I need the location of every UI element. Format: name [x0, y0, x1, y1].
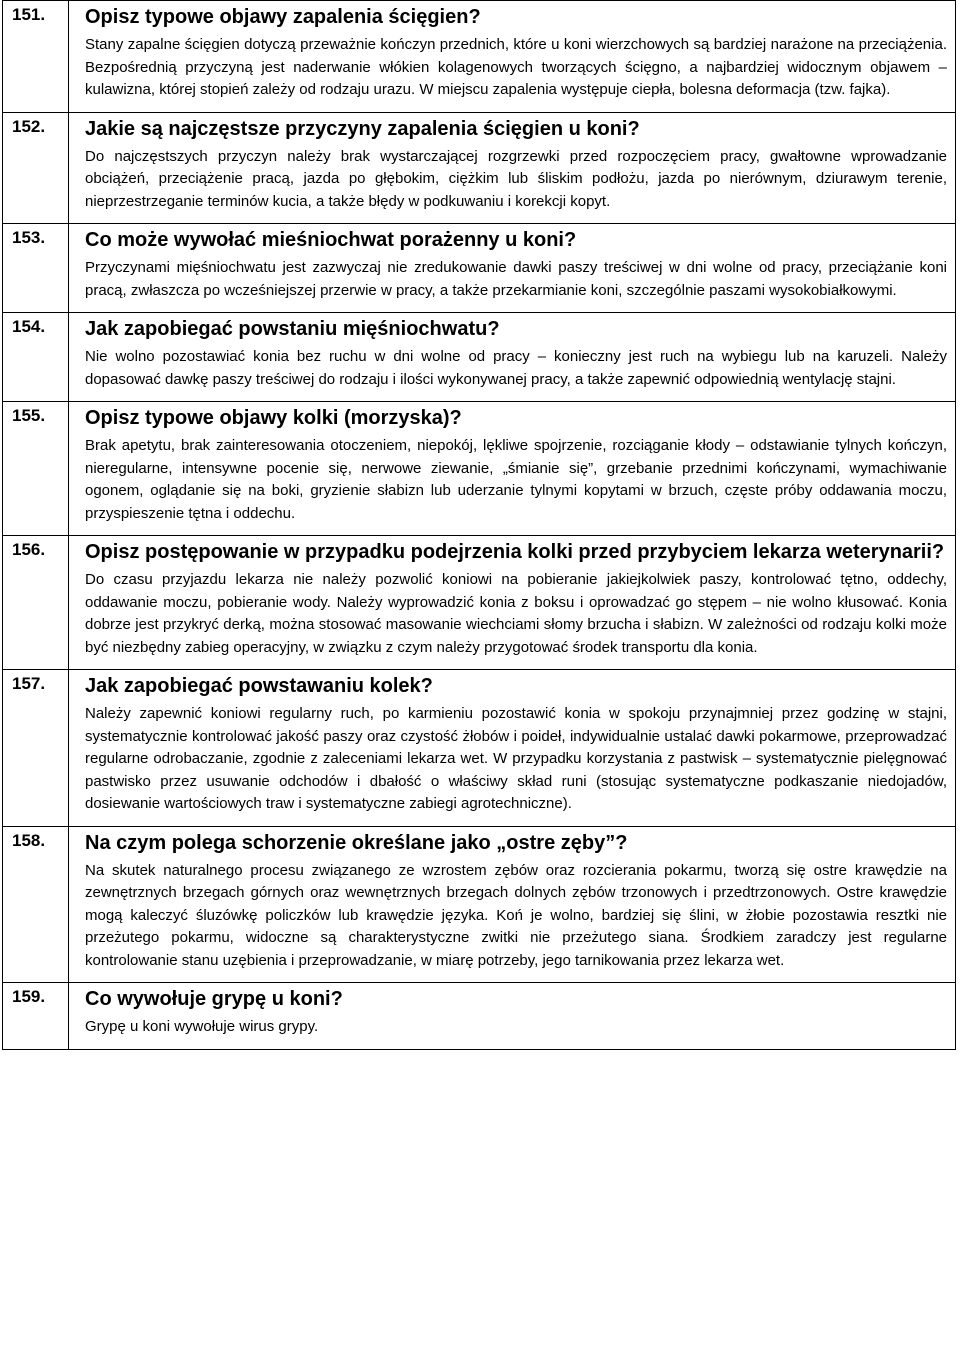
question-row-156 [3, 536, 956, 670]
question-title: Opisz typowe objawy zapalenia ścięgien? [85, 6, 481, 28]
answer-text: Brak apetytu, brak zainteresowania otoczeniem, niepokój, lękliwe spojrzenie, rozciąganie kłody – odstawianie tylnych kończyn, nieregularne, intensywne pocenie się, nerwowe ziewanie, „śmianie się”, grzebanie przednimi kończynami, wymachiwanie ogonem, oglądanie się na boki, gryzienie słabizn lub uderzanie tylnymi kopytami w brzuch, częste próby oddawania moczu, przyspieszenie tętna i oddechu. [85, 437, 947, 522]
question-title: Opisz typowe objawy kolki (morzyska)? [85, 407, 462, 429]
question-number: 154. [3, 313, 69, 402]
question-row-159 [3, 983, 956, 1050]
question-row-155 [3, 402, 956, 536]
answer-text: Grypę u koni wywołuje wirus grypy. [85, 1018, 319, 1035]
question-title: Na czym polega schorzenie określane jako „ostre zęby”? [85, 831, 628, 854]
question-title: Jak zapobiegać powstawaniu kolek? [85, 675, 433, 697]
question-row-152 [3, 112, 956, 224]
answer-text: Na skutek naturalnego procesu związanego ze wzrostem zębów oraz rozcierania pokarmu, tworzą się ostre krawędzie na zewnętrznych brzegach górnych oraz wewnętrznych brzegach dolnych zębów trzonowych i przedtrzonowych. Ostre krawędzie mogą kaleczyć śluzówkę policzków lub krawędzie języka. Koń je wolno, bardziej się ślini, w żłobie pozostawia resztki nie przeżutego pokarmu, widoczne są charakterystyczne zwitki nie przeżutego siana. Środkiem zaradczy jest regularne kontrolowanie stanu uzębienia i przeprowadzanie, w miarę potrzeby, jego tarnikowania przez lekarza wet. [85, 861, 947, 969]
question-content [69, 112, 956, 224]
question-row-153 [3, 224, 956, 313]
qa-table [2, 0, 956, 1050]
question-content [69, 313, 956, 402]
question-content [69, 402, 956, 536]
answer-text: Przyczynami mięśniochwatu jest zazwyczaj nie zredukowanie dawki paszy treściwej w dni wolne od pracy, przeciążanie koni pracą, zwłaszcza po wcześniejszej przerwie w pracy, a także przekarmianie koni, szczególnie paszami wysokobiałkowymi. [85, 259, 947, 299]
question-content [69, 1, 956, 113]
question-content [69, 983, 956, 1050]
question-title: Jak zapobiegać powstaniu mięśniochwatu? [85, 318, 500, 340]
question-content [69, 224, 956, 313]
answer-text: Nie wolno pozostawiać konia bez ruchu w dni wolne od pracy – konieczny jest ruch na wybiegu lub na karuzeli. Należy dopasować dawkę paszy treściwej do rodzaju i ilości wykonywanej pracy, a także zapewnić odpowiednią wentylację stajni. [85, 348, 947, 388]
answer-text: Do najczęstszych przyczyn należy brak wystarczającej rozgrzewki przed rozpoczęciem pracy, gwałtowne wprowadzanie obciążeń, przeciążenie pracą, jazda po głębokim, ciężkim lub śliskim podłożu, jazda po nierównym, dziurawym terenie, nieprzestrzeganie terminów kucia, a także błędy w podkuwaniu i korekcji kopyt. [85, 147, 947, 210]
question-number: 157. [3, 670, 69, 827]
question-number: 158. [3, 826, 69, 983]
question-content [69, 826, 956, 983]
answer-text: Stany zapalne ścięgien dotyczą przeważnie kończyn przednich, które u koni wierzchowych są bardziej narażone na przeciążenia. Bezpośrednią przyczyną jest naderwanie włókien kolagenowych tworzących ścięgno, a najbardziej widocznym objawem – kulawizna, której stopień zależy od rodzaju urazu. W miejscu zapalenia występuje ciepła, bolesna deformacja (tzw. fajka). [85, 36, 947, 98]
question-number: 159. [3, 983, 69, 1050]
answer-text: Do czasu przyjazdu lekarza nie należy pozwolić koniowi na pobieranie jakiejkolwiek paszy, kontrolować tętno, oddechy, oddawanie moczu, pobieranie wody. Należy wyprowadzić konia z boksu i oprowadzać go stępem – nie wolno kłusować. Konia dobrze jest przykryć derką, można stosować masowanie wiechciami słomy brzucha i słabizn. W zależności od rodzaju kolki może być niezbędny zabieg operacyjny, w związku z czym należy przygotować środek transportu dla konia. [85, 571, 947, 656]
answer-text: Należy zapewnić koniowi regularny ruch, po karmieniu pozostawić konia w spokoju przynajmniej przez godzinę w stajni, systematycznie kontrolować jakość paszy oraz czystość żłobów i poideł, indywidualnie ustalać dawki pokarmowe, przeprowadzać regularne odrobaczanie, zgodnie z zaleceniami lekarza wet. W przypadku korzystania z pastwisk – systematycznie pielęgnować pastwisko przez usuwanie odchodów i dbałość o właściwy skład runi (stosując systematyczne podkaszanie niedojadów, dosiewanie wartościowych traw i systematyczne zabiegi agrotechniczne). [85, 705, 947, 812]
question-title: Co może wywołać mieśniochwat porażenny u koni? [85, 229, 577, 251]
question-row-154 [3, 313, 956, 402]
question-number: 153. [3, 224, 69, 313]
question-number: 155. [3, 402, 69, 536]
question-number: 156. [3, 536, 69, 670]
question-title: Opisz postępowanie w przypadku podejrzenia kolki przed przybyciem lekarza weterynarii? [85, 541, 945, 563]
question-number: 151. [3, 1, 69, 113]
question-row-158 [3, 826, 956, 983]
question-content [69, 670, 956, 827]
question-row-157 [3, 670, 956, 827]
question-number: 152. [3, 112, 69, 224]
question-title: Jakie są najczęstsze przyczyny zapalenia ścięgien u koni? [85, 117, 640, 140]
question-content [69, 536, 956, 670]
question-row-151 [3, 1, 956, 113]
question-title: Co wywołuje grypę u koni? [85, 988, 343, 1010]
